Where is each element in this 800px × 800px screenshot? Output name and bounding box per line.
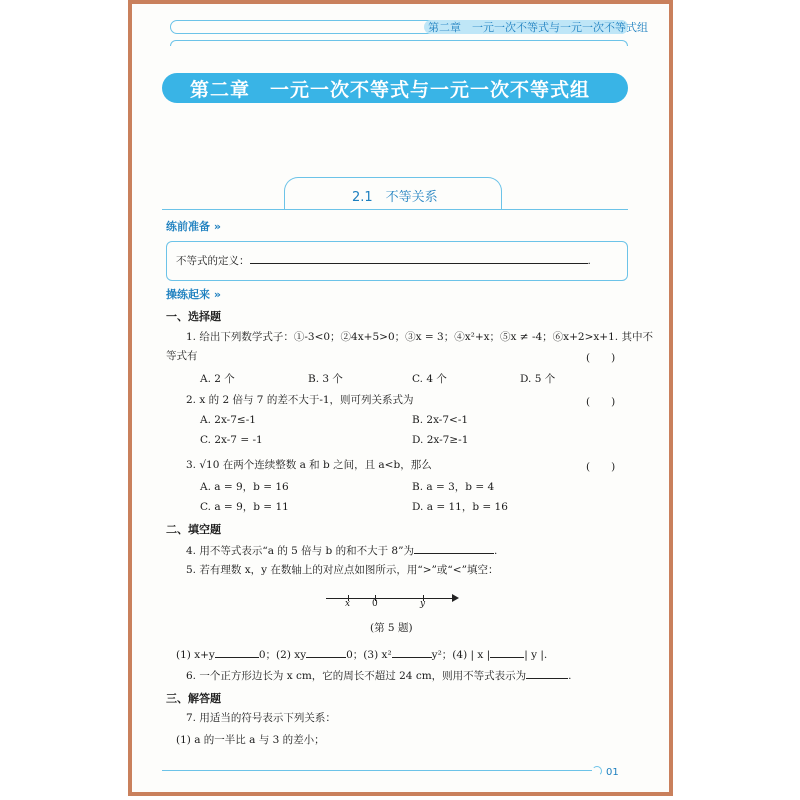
q3-option-c: C. a = 9，b = 11 [200, 501, 289, 513]
section-rule [162, 209, 628, 210]
q1-option-d: D. 5 个 [520, 373, 556, 385]
q2-option-b: B. 2x-7<-1 [412, 414, 469, 426]
axis-label-zero: 0 [372, 599, 378, 609]
q7-stem: 7. 用适当的符号表示下列关系： [186, 712, 336, 724]
q5-stem: 5. 若有理数 x，y 在数轴上的对应点如图所示，用“>”或“<”填空： [186, 564, 499, 576]
q6-blank[interactable] [526, 668, 568, 679]
q3-answer-paren[interactable]: ( ) [586, 461, 616, 473]
q7-sub1: (1) a 的一半比 a 与 3 的差小； [176, 734, 325, 746]
chevron-right-icon: » [213, 220, 221, 233]
q5-blank-3[interactable] [392, 647, 432, 658]
chapter-title: 第二章 一元一次不等式与一元一次不等式组 [190, 79, 591, 101]
prep-label: 练前准备 » [166, 220, 221, 233]
footer-ornament [592, 766, 602, 776]
q1-option-c: C. 4 个 [412, 373, 447, 385]
q6-stem: 6. 一个正方形边长为 x cm，它的周长不超过 24 cm，则用不等式表示为 . [186, 670, 572, 682]
q3-stem: 3. √10 在两个连续整数 a 和 b 之间，且 a<b，那么 [186, 459, 432, 471]
q5-blanks: (1) x+y 0；(2) xy 0；(3) x² y²；(4) | x | | y |. [176, 649, 548, 661]
part3-heading: 三、解答题 [166, 692, 221, 705]
figure-caption: (第 5 题) [370, 622, 413, 634]
section-title: 2.1 不等关系 [352, 190, 438, 205]
q5-blank-1[interactable] [215, 647, 259, 658]
q1-answer-paren[interactable]: ( ) [586, 352, 616, 364]
page-number: 01 [606, 767, 619, 778]
part1-heading: 一、选择题 [166, 310, 221, 323]
part2-heading: 二、填空题 [166, 523, 221, 536]
q2-answer-paren[interactable]: ( ) [586, 396, 616, 408]
q3-option-a: A. a = 9，b = 16 [200, 481, 289, 493]
arrow-right-icon [452, 594, 459, 602]
running-title: 第二章 一元一次不等式与一元一次不等式组 [428, 21, 648, 34]
axis-label-x: x [345, 599, 351, 609]
q5-blank-4[interactable] [490, 647, 524, 658]
q2-option-c: C. 2x-7 = -1 [200, 434, 263, 446]
axis-label-y: y [420, 599, 426, 609]
chevron-right-icon: » [213, 288, 221, 301]
q4-blank[interactable] [414, 543, 494, 554]
q4-stem: 4. 用不等式表示“a 的 5 倍与 b 的和不大于 8”为 . [186, 545, 498, 557]
q2-stem: 2. x 的 2 倍与 7 的差不大于-1，则可列关系式为 [186, 394, 414, 406]
q1-stem-line2: 等式有 [166, 350, 198, 362]
definition-blank[interactable] [250, 253, 588, 264]
q1-stem-line1: 1. 给出下列数学式子：①-3<0；②4x+5>0；③x = 3；④x²+x；⑤x ≠ -4；⑥x+2>x+1. 其中不 [186, 331, 653, 343]
q1-option-b: B. 3 个 [308, 373, 343, 385]
q3-option-d: D. a = 11，b = 16 [412, 501, 508, 513]
definition-line: 不等式的定义： . [176, 255, 591, 267]
q5-blank-2[interactable] [306, 647, 346, 658]
footer-rule [162, 770, 592, 771]
q2-option-d: D. 2x-7≥-1 [412, 434, 469, 446]
practice-label: 操练起来 » [166, 288, 221, 301]
header-rule-lower [170, 40, 628, 46]
q1-option-a: A. 2 个 [200, 373, 235, 385]
q3-option-b: B. a = 3，b = 4 [412, 481, 495, 493]
q2-option-a: A. 2x-7≤-1 [200, 414, 256, 426]
